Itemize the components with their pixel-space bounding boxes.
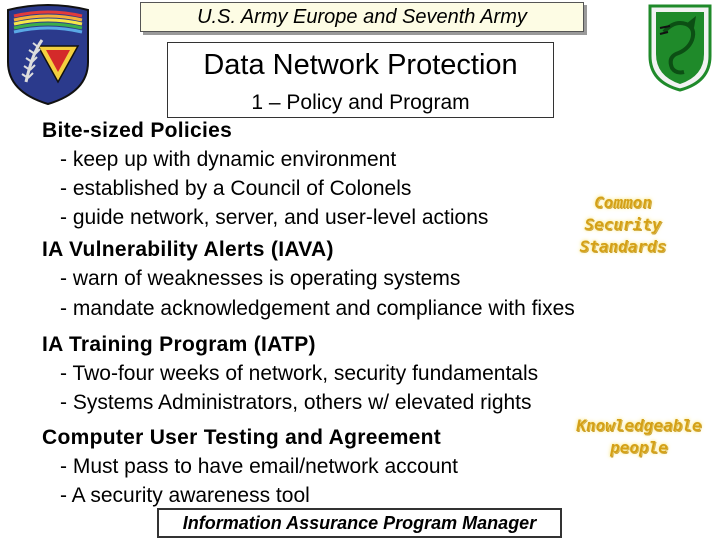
callout-line: Security [584,215,662,234]
slide-title: Data Network Protection [203,49,518,81]
bullet-item: - mandate acknowledgement and compliance with fixes [60,297,575,320]
callout-line: Knowledgeable [576,416,702,435]
common-security-standards-callout [560,192,686,258]
bullet-item: - keep up with dynamic environment [60,148,397,171]
usareur-shoulder-patch-icon [2,2,94,106]
callout-line: Standards [579,237,667,256]
section-heading: IA Vulnerability Alerts (IAVA) [42,238,334,261]
section-heading: IA Training Program (IATP) [42,333,316,356]
section-heading: Computer User Testing and Agreement [42,426,442,449]
footer-program-manager-box [157,508,562,538]
bullet-item: - Two-four weeks of network, security fundamentals [60,362,539,385]
bullet-item: - established by a Council of Colonels [60,177,412,200]
knowledgeable-people-callout [566,415,712,459]
bullet-item: - A security awareness tool [60,484,310,507]
header-org-title: U.S. Army Europe and Seventh Army [197,6,527,28]
section-heading: Bite-sized Policies [42,119,233,142]
bullet-item: - Systems Administrators, others w/ elevated rights [60,391,532,414]
bullet-item: - guide network, server, and user-level actions [60,206,489,229]
bullet-item: - Must pass to have email/network account [60,455,459,478]
green-dragon-unit-patch-icon [646,2,714,92]
footer-label: Information Assurance Program Manager [182,513,537,533]
callout-line: Common [594,193,652,212]
slide-title-box [167,42,554,118]
callout-line: people [610,438,668,457]
bullet-item: - warn of weaknesses is operating systems [60,267,461,290]
slide-subtitle: 1 – Policy and Program [251,91,470,114]
header-org-banner [140,2,584,32]
